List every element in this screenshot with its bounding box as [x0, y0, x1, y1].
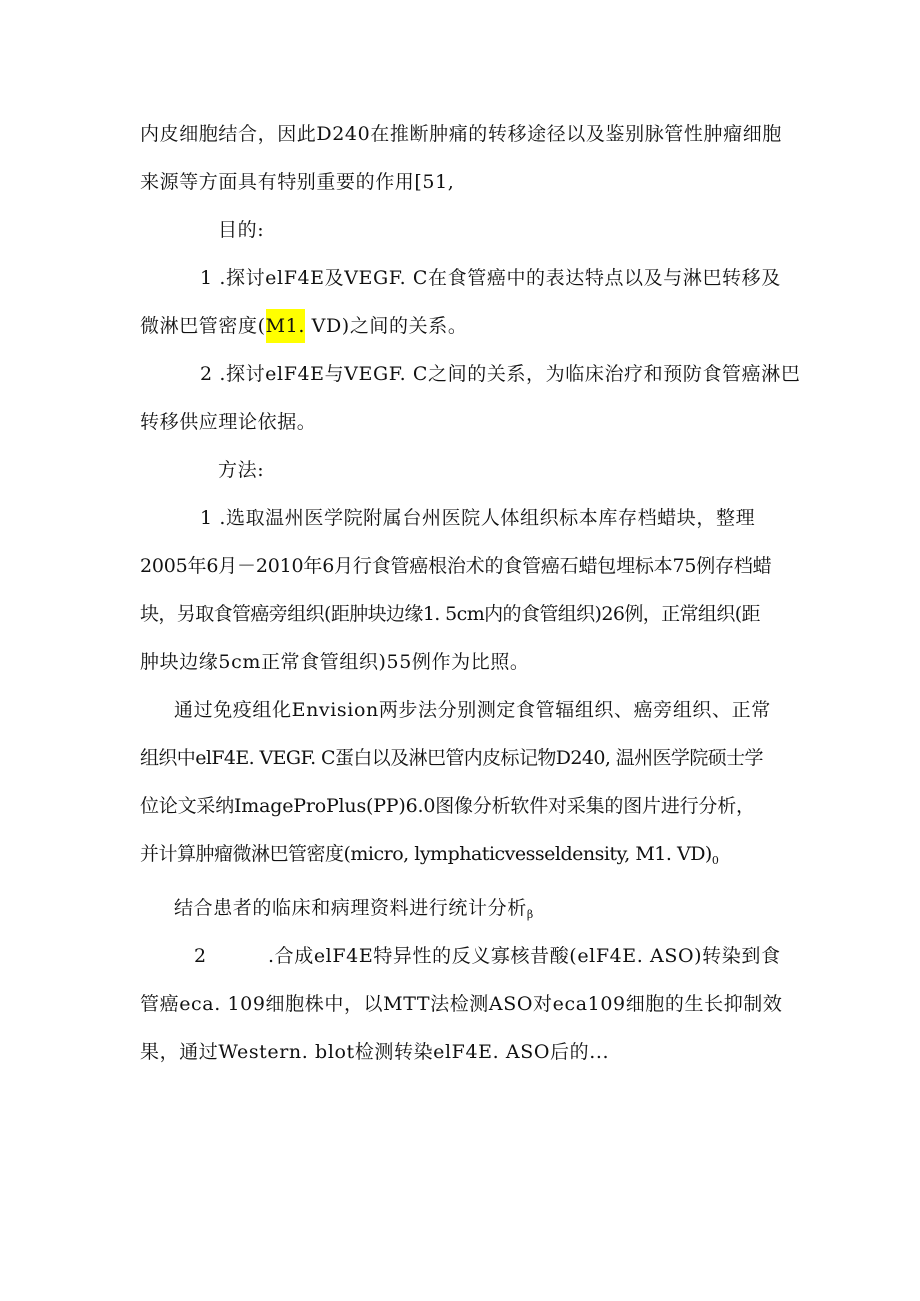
subscript-beta: β [526, 908, 534, 921]
methods-para-2-line-3: 位论文采纳ImageProPlus(PP)6.0图像分析软件对采集的图片进行分析， [140, 795, 755, 817]
methods-para-3-line-1 [174, 890, 534, 933]
aims-item-1-text-pre: 微淋巴管密度( [140, 315, 266, 337]
methods-para-2-line-1: 通过免疫组化Envision两步法分别测定食管辐组织、癌旁组织、正常 [174, 699, 771, 721]
methods-para-2-line-4 [140, 836, 718, 879]
methods-item-2-line-3: 果，通过Western. blot检测转染elF4E. ASO后的... [140, 1041, 610, 1063]
methods-heading: 方法: [218, 459, 265, 481]
methods-item-1-line-3: 块，另取食管癌旁组织(距肿块边缘1. 5cm内的食管组织)26例，正常组织(距 [140, 603, 760, 625]
methods-para-2-line-4-text: 并计算肿瘤微淋巴管密度(micro, lymphaticvesseldensity, M1. VD) [140, 843, 712, 865]
intro-line-2: 来源等方面具有特别重要的作用[51, [140, 171, 455, 193]
subscript-zero: 0 [711, 854, 719, 867]
aims-item-1-text-post: VD)之间的关系。 [305, 315, 468, 337]
methods-item-1-line-4: 肿块边缘5cm正常食管组织)55例作为比照。 [140, 651, 530, 673]
aims-item-1-line-1: 1 .探讨elF4E及VEGF. C在食管癌中的表达特点以及与淋巴转移及 [200, 267, 781, 289]
intro-line-1: 内皮细胞结合，因此D240在推断肿痛的转移途径以及鉴别脉管性肿瘤细胞 [140, 123, 782, 145]
aims-heading: 目的: [218, 219, 265, 241]
methods-item-1-line-1: 1 .选取温州医学院附属台州医院人体组织标本库存档蜡块，整理 [200, 507, 756, 529]
methods-item-1-line-2: 2005年6月－2010年6月行食管癌根治术的食管癌石蜡包埋标本75例存档蜡 [140, 555, 772, 577]
methods-item-2-number: 2 [194, 945, 207, 967]
aims-item-1-line-2 [140, 308, 467, 344]
aims-item-2-line-1: 2 .探讨elF4E与VEGF. C之间的关系，为临床治疗和预防食管癌淋巴 [200, 363, 801, 385]
methods-para-2-line-2: 组织中elF4E. VEGF. C蛋白以及淋巴管内皮标记物D240, 温州医学院硕士学 [140, 747, 763, 769]
highlighted-text: M1. [266, 309, 305, 343]
methods-item-2-line-1: .合成elF4E特异性的反义寡核昔酸(elF4E. ASO)转染到食 [268, 945, 781, 967]
methods-item-2-line-2: 管癌eca. 109细胞株中，以MTT法检测ASO对eca109细胞的生长抑制效 [140, 993, 783, 1015]
aims-item-2-line-2: 转移供应理论依据。 [140, 411, 317, 433]
methods-para-3-text: 结合患者的临床和病理资料进行统计分析 [174, 897, 527, 919]
